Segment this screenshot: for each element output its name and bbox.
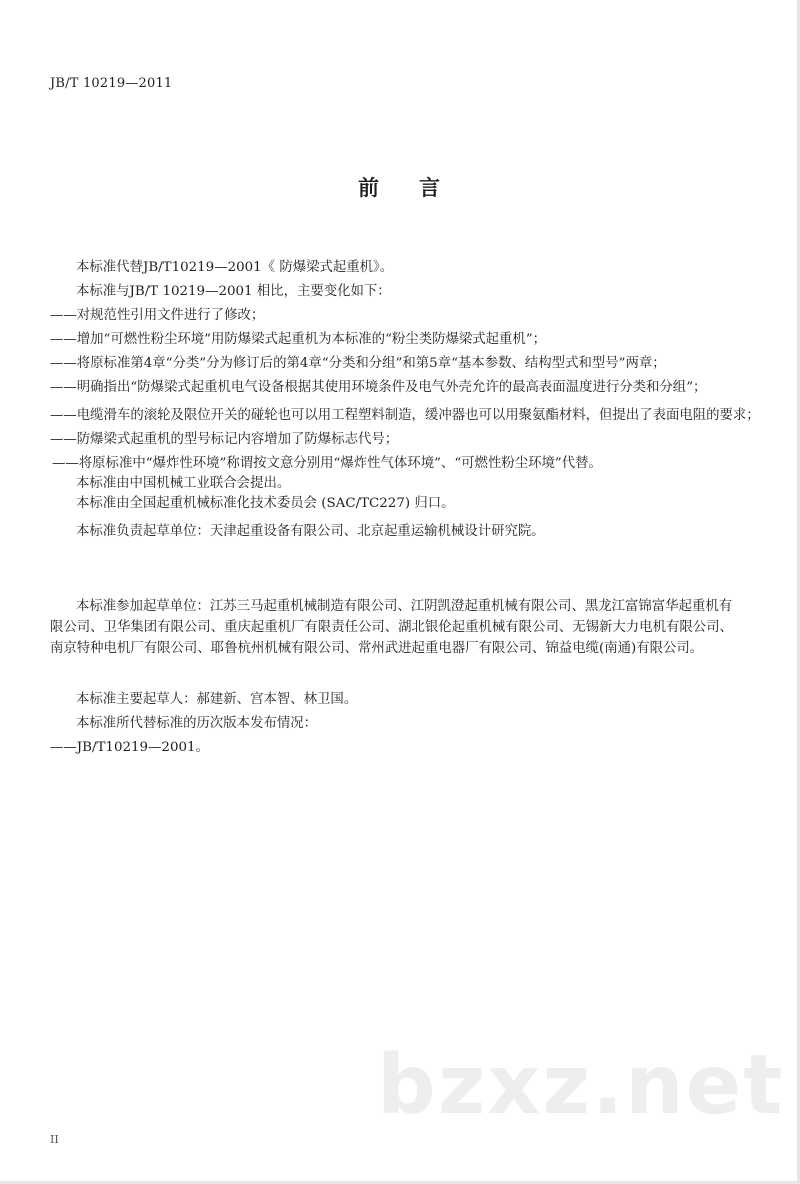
change-item: ——将原标准中“爆炸性环境”称谓按文意分别用“爆炸性气体环境”、“可燃性粉尘环境”代替。 — [52, 456, 602, 471]
change-item: ——电缆滑车的滚轮及限位开关的碰轮也可以用工程塑料制造，缓冲器也可以用聚氨酯材料，但提出了表面电阻的要求； — [50, 408, 760, 423]
history-item: ——JB/T10219—2001。 — [50, 740, 209, 755]
lead-drafting-units: 本标准负责起草单位：天津起重设备有限公司、北京起重运输机械设计研究院。 — [76, 524, 545, 539]
change-item: ——明确指出“防爆梁式起重机电气设备根据其使用环境条件及电气外壳允许的最高表面温度进行分类和分组”； — [50, 380, 707, 395]
foreword-tail — [50, 690, 358, 758]
title-char: 言 — [419, 176, 442, 200]
title-char: 前 — [358, 176, 381, 200]
proposed-by: 本标准由中国机械工业联合会提出。 — [76, 476, 291, 491]
participating-units-text: 本标准参加起草单位：江苏三马起重机械制造有限公司、江阴凯澄起重机械有限公司、黑龙江富锦富华起重机有限公司、卫华集团有限公司、重庆起重机厂有限责任公司、湖北银伦起重机械有限公司、无锡新大力电机有限公司、南京特种电机厂有限公司、耶鲁杭州机械有限公司、常州武进起重电器厂有限公司、锦益电缆(南通)有限公司。 — [50, 599, 733, 656]
change-item: ——对规范性引用文件进行了修改； — [50, 308, 265, 323]
page-title — [0, 172, 800, 202]
change-item: ——防爆梁式起重机的型号标记内容增加了防爆标志代号； — [50, 432, 399, 447]
history-heading: 本标准所代替标准的历次版本发布情况： — [76, 716, 318, 731]
replacement-statement: 本标准代替JB/T10219—2001《 防爆梁式起重机》。 — [76, 260, 394, 275]
changes-intro: 本标准与JB/T 10219—2001 相比，主要变化如下： — [76, 284, 391, 299]
change-item: ——增加“可燃性粉尘环境”用防爆梁式起重机为本标准的“粉尘类防爆梁式起重机”； — [50, 332, 547, 347]
participating-drafting-units — [50, 596, 740, 659]
managed-by: 本标准由全国起重机械标准化技术委员会 (SAC/TC227) 归口。 — [76, 496, 455, 511]
standard-code: JB/T 10219—2011 — [50, 76, 173, 91]
main-drafters: 本标准主要起草人：郝建新、宫本智、林卫国。 — [76, 692, 358, 707]
foreword-body — [50, 258, 760, 542]
page-number: II — [50, 1133, 59, 1146]
watermark: bzxz.net — [377, 1038, 785, 1133]
change-item: ——将原标准第4章“分类”分为修订后的第4章“分类和分组”和第5章“基本参数、结构型式和型号”两章； — [50, 356, 666, 371]
